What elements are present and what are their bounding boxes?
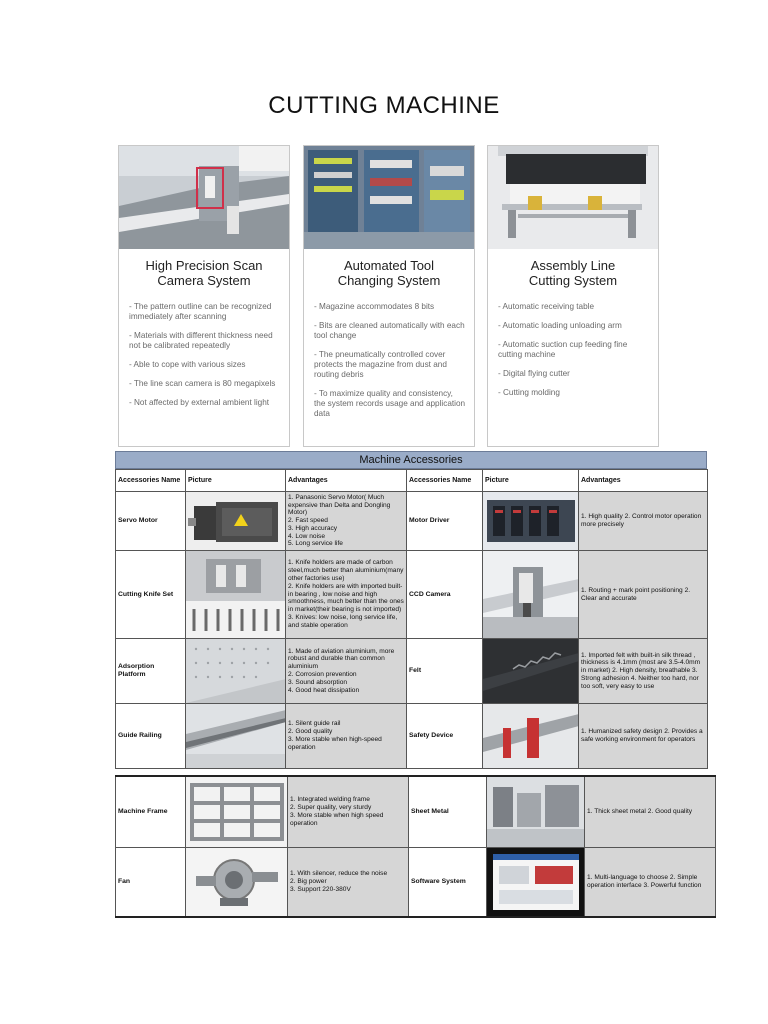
advantage-line: 2. Corrosion prevention [288, 671, 357, 678]
advantage-line: 2. Knife holders are with imported built-in bearing , low noise and high smoothness, much better than the ones in market(their bearing is not imported) [288, 582, 404, 614]
advantage-line: 4. Neither too hard, nor too soft, very easy to use [581, 674, 699, 690]
advantage-line: 4. Good heat dissipation [288, 686, 360, 694]
advantage-line: 3. Sound absorption [288, 678, 348, 686]
card-bullet: - Magazine accommodates 8 bits [314, 302, 435, 311]
table-row [116, 492, 708, 551]
advantage-line: 2. High density, breathable [612, 667, 691, 675]
accessories-table-2 [115, 775, 716, 918]
table-row [116, 551, 708, 639]
header-advantages-2: Advantages [579, 470, 708, 492]
safety-device-image [483, 704, 579, 769]
machine-frame-image [186, 776, 288, 848]
table-row [116, 776, 716, 848]
fan-image [186, 848, 288, 918]
advantage-line: 1. Routing + mark point positioning [581, 586, 683, 594]
adsorption-platform-image [186, 639, 286, 704]
advantage-line: 1. Thick sheet metal [587, 808, 646, 816]
card-bullet: - The line scan camera is 80 megapixels [129, 379, 276, 388]
accessories-table [115, 469, 708, 769]
advantage-line: 3. Support 220-380V [290, 885, 351, 893]
accessory-name: CCD Camera [407, 551, 483, 639]
card-title [308, 258, 470, 288]
scan-camera-photo [119, 146, 289, 249]
accessory-name: Software System [409, 848, 487, 918]
accessories-heading: Machine Accessories [115, 451, 707, 469]
card-bullet: - Automatic receiving table [498, 302, 595, 311]
advantage-line: 3. More stable when high-speed operation [288, 736, 382, 751]
accessory-name: Fan [116, 848, 186, 918]
ccd-camera-image [483, 551, 579, 639]
accessory-name: Servo Motor [116, 492, 186, 551]
header-accessories-name: Accessories Name [116, 470, 186, 492]
assembly-line-photo [488, 146, 658, 249]
advantage-line: 3. Strong adhesion [581, 667, 698, 682]
table-row [116, 639, 708, 704]
advantage-line: 1. Integrated welding frame [290, 796, 370, 804]
card-title [492, 258, 654, 288]
card-bullets [314, 302, 466, 428]
card-title-line: Automated Tool [343, 258, 435, 273]
card-bullet: - Digital flying cutter [498, 369, 570, 378]
card-title-line: Changing System [337, 273, 441, 288]
advantage-line: 3. More stable when high speed operation [290, 812, 384, 827]
accessory-name: Machine Frame [116, 776, 186, 848]
advantage-line: 3. Powerful function [643, 882, 702, 889]
guide-railing-image [186, 704, 286, 769]
cutting-knife-set-image [186, 551, 286, 639]
page-title: CUTTING MACHINE [268, 92, 500, 119]
advantage-line: 1. High quality [581, 513, 623, 521]
advantage-line: 2. Simple operation interface [587, 874, 698, 889]
card-title-line: High Precision Scan [145, 258, 263, 273]
accessory-advantages [286, 639, 407, 704]
card-title-line: Assembly Line [530, 258, 616, 273]
header-advantages: Advantages [286, 470, 407, 492]
advantage-line: 2. Super quality, very sturdy [290, 804, 372, 812]
advantage-line: 2. Fast speed [288, 517, 328, 525]
accessory-name: Guide Railing [116, 704, 186, 769]
card-bullets [498, 302, 650, 407]
advantage-line: 1. Knife holders are made of carbon steel,much better than aluminium(many other factories use) [288, 559, 404, 582]
sheet-metal-image [487, 776, 585, 848]
advantage-line: 2. Control motor operation more precisely [581, 513, 702, 528]
card-bullet: - Automatic loading unloading arm [498, 321, 622, 330]
accessory-name: Safety Device [407, 704, 483, 769]
card-title-line: Camera System [157, 273, 251, 288]
advantage-line: 1. Multi-language to choose [587, 874, 669, 882]
advantage-line: (most are 3.5-4.0mm in market) [581, 659, 701, 675]
card-bullets [129, 302, 281, 417]
accessory-name: Adsorption Platform [116, 639, 186, 704]
card-bullet: - The pattern outline can be recognized immediately after scanning [129, 302, 272, 321]
software-system-image [487, 848, 585, 918]
motor-driver-image [483, 492, 579, 551]
advantage-line: 1. Made of aviation aluminium, more robust and durable than common aluminium [288, 647, 395, 671]
accessory-name: Cutting Knife Set [116, 551, 186, 639]
accessory-advantages [286, 704, 407, 769]
table-row [116, 704, 708, 769]
accessory-advantages [579, 704, 708, 769]
advantage-line: 4. Low noise [288, 532, 326, 540]
feature-card-assembly-line [487, 145, 659, 447]
card-bullet: - Materials with different thickness need not be calibrated repeatedly [129, 331, 273, 350]
accessory-advantages [288, 848, 409, 918]
accessory-advantages [286, 551, 407, 639]
advantage-line: 3. High accuracy [288, 524, 338, 532]
table-header-row [116, 470, 708, 492]
accessory-name: Motor Driver [407, 492, 483, 551]
advantage-line: 3. Knives: low noise, long service life, and stable operation [288, 613, 398, 629]
advantage-line: 1. With silencer, reduce the noise [290, 870, 388, 878]
accessory-name: Felt [407, 639, 483, 704]
servo-motor-image [186, 492, 286, 551]
tool-changing-photo [304, 146, 474, 249]
advantage-line: 2. Good quality [288, 728, 333, 736]
advantage-line: 2. Provides a safe working environment for operators [581, 728, 703, 743]
accessory-name: Sheet Metal [409, 776, 487, 848]
accessory-advantages [579, 639, 708, 704]
table-row [116, 848, 716, 918]
accessory-advantages [579, 551, 708, 639]
advantage-line: 1. Humanized safety design [581, 728, 663, 736]
card-bullet: - Not affected by external ambient light [129, 398, 270, 407]
advantage-line: 1. Silent guide rail [288, 720, 341, 728]
accessory-advantages [585, 776, 716, 848]
card-bullet: - Able to cope with various sizes [129, 360, 246, 369]
advantage-line: 2. Big power [290, 878, 327, 886]
advantage-line: 2. Clear and accurate [581, 586, 691, 602]
advantage-line: 2. Good quality [647, 808, 693, 816]
accessory-advantages [286, 492, 407, 551]
header-accessories-name-2: Accessories Name [407, 470, 483, 492]
accessory-advantages [579, 492, 708, 551]
card-bullet: - The pneumatically controlled cover protects the magazine from dust and routing debris [314, 350, 447, 379]
advantage-line: 1. Imported felt with built-in silk thread , thickness is 4.1mm [581, 651, 696, 667]
card-bullet: - To maximize quality and consistency, the system records usage and application data [314, 389, 466, 418]
advantage-line: 1. Panasonic Servo Motor( Much expensive than Delta and Dongling Motor) [288, 493, 391, 517]
feature-card-scan-camera [118, 145, 290, 447]
card-bullet: - Bits are cleaned automatically with each tool change [314, 321, 465, 340]
header-picture: Picture [186, 470, 286, 492]
card-bullet: - Automatic suction cup feeding fine cutting machine [498, 340, 628, 359]
accessory-advantages [288, 776, 409, 848]
card-title [123, 258, 285, 288]
accessory-advantages [585, 848, 716, 918]
advantage-line: 5. Long service life [288, 540, 343, 548]
felt-image [483, 639, 579, 704]
card-bullet: - Cutting molding [498, 388, 560, 397]
header-picture-2: Picture [483, 470, 579, 492]
card-title-line: Cutting System [528, 273, 618, 288]
feature-card-tool-changing [303, 145, 475, 447]
